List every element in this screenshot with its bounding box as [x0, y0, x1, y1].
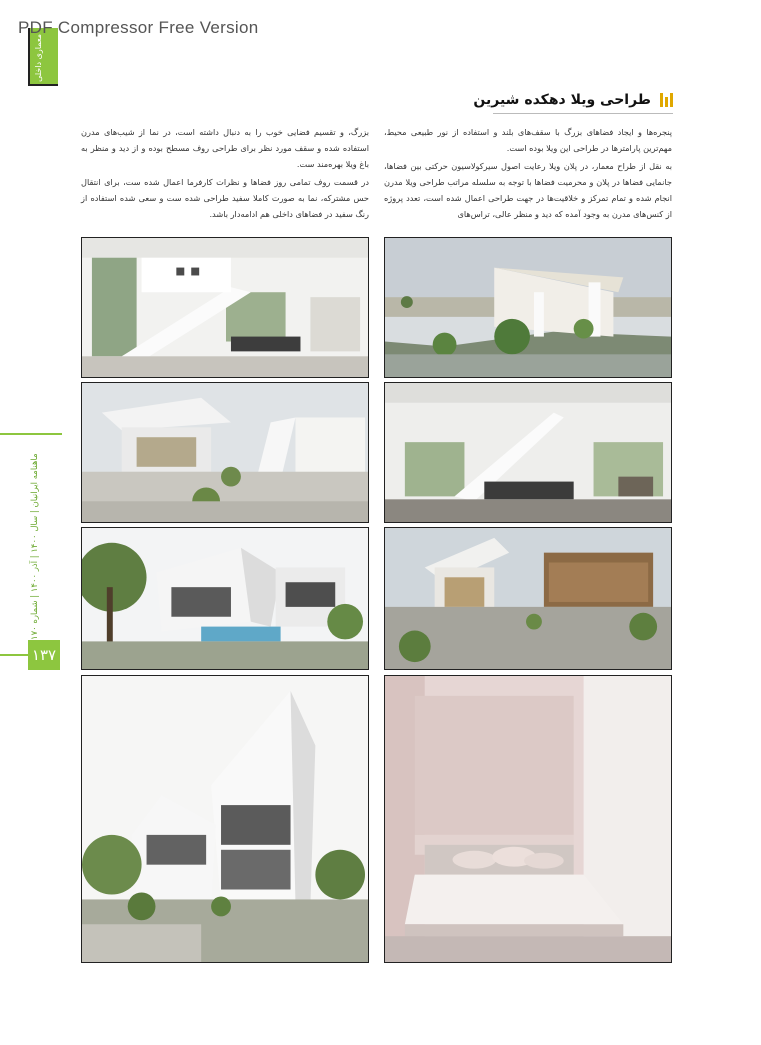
page-number: ۱۳۷: [28, 640, 60, 670]
paragraph: در قسمت روف تمامی روز فضاها و نظرات کارفرما اعمال شده ست، برای انتقال حس مشترکه، نما به صورت کاملا سفید طراحی شده ست و سعی شده استفاده از رنگ سفید در فضاهای داخلی هم ادامه‌دار باشد.: [81, 177, 369, 219]
title-bars-icon: [657, 93, 673, 107]
photo-living-room-double-height: [81, 237, 369, 378]
paragraph: بزرگ، و تقسیم فضایی خوب را به دنبال داشته است، در نما از شیب‌های مدرن استفاده شده و سقف مورد نظر برای طراحی روف مسطح بوده و از دید و منظر به باغ ویلا بهره‌مند ست.: [81, 127, 369, 169]
article-title: طراحی ویلا دهکده شیرین: [473, 92, 651, 108]
sidebar-caption: ماهنامه ایرانیان | سال ۱۴۰۰ | آذر ۱۴۰۰ | شماره ۱۷۰: [30, 453, 40, 640]
watermark-text: PDF Compressor Free Version: [18, 18, 259, 37]
paragraph: به نقل از طراح معمار، در پلان ویلا رعایت اصول سیرکولاسیون حرکتی بین فضاها، جانمایی فضاها در پلان و محرمیت فضاها با توجه به سلسله مراتب طراحی ویلا مدرن انجام شده و تمام تمرکز و خلاقیت‌ها در جهت طراحی اعمال شده است، تعدد پروژه از کنس‌های مدرن به وجود آمده که دید و منظر عالی، تراس‌های: [384, 161, 672, 219]
sidebar-divider: [0, 433, 62, 435]
photo-bedroom: [384, 675, 672, 963]
photo-interior-lounge: [384, 382, 672, 523]
photo-roof-pavilion: [81, 382, 369, 523]
text-column-right: [384, 124, 672, 224]
paragraph: پنجره‌ها و ایجاد فضاهای بزرگ با سقف‌های بلند و استفاده از نور طبیعی محیط، مهم‌ترین پارامترها در طراحی این ویلا بوده است.: [384, 127, 672, 153]
photo-villa-pool-exterior: [81, 527, 369, 670]
article-title-row: [473, 92, 673, 108]
title-underline: [493, 113, 673, 114]
photo-villa-front-facade: [81, 675, 369, 963]
section-tag-label: معماری داخلی: [34, 34, 43, 82]
text-column-left: [81, 124, 369, 224]
page-number-line: [0, 654, 28, 656]
photo-terrace-pergola: [384, 527, 672, 670]
photo-rooftop-terrace: [384, 237, 672, 378]
